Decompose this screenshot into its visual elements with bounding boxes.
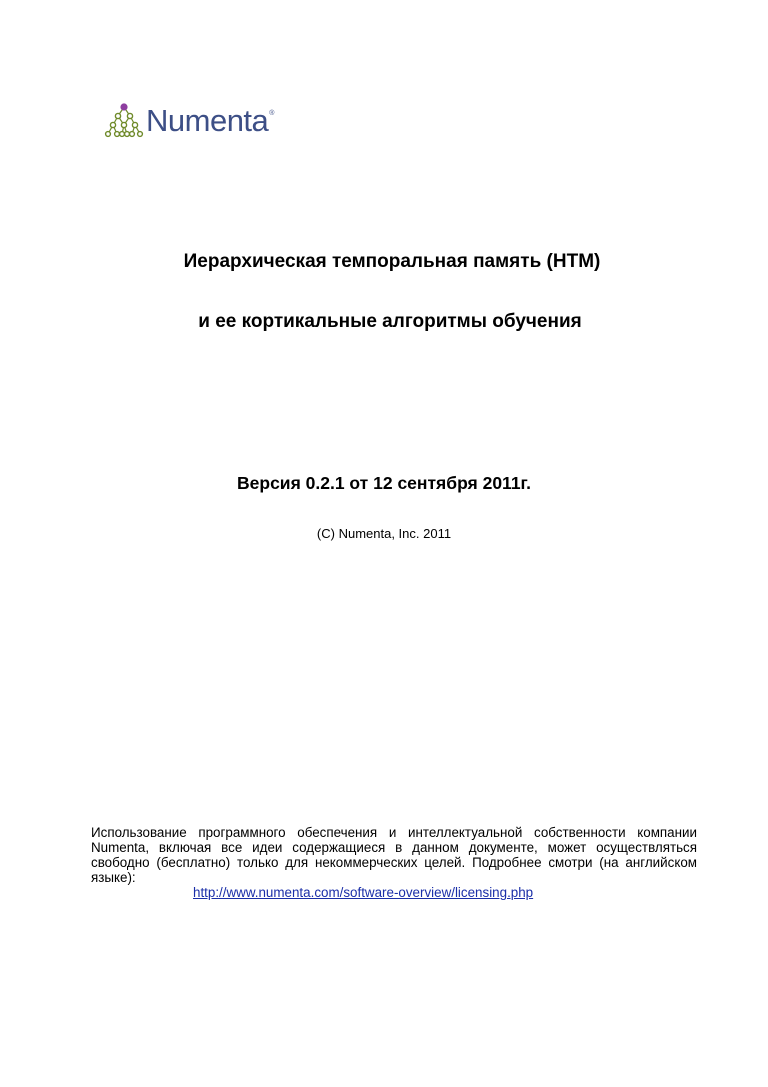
copyright-line: (C) Numenta, Inc. 2011: [316, 526, 452, 541]
document-title-line2: и ее кортикальные алгоритмы обучения: [198, 311, 582, 332]
version-line: Версия 0.2.1 от 12 сентября 2011г.: [237, 473, 531, 493]
numenta-logo: [104, 100, 274, 140]
numenta-hierarchy-logo-icon: [104, 102, 144, 138]
licensing-link[interactable]: http://www.numenta.com/software-overview/licensing.php: [193, 885, 534, 900]
logo-wordmark: Numenta: [146, 102, 269, 138]
license-paragraph: Использование программного обеспечения и интеллектуальной собственности компании Numenta, включая все идеи содержащиеся в данном документе, может осуществляться свободно (бесплатно) только для некоммерческих целей. Подробнее смотри (на английском языке):: [91, 825, 697, 885]
document-title-line1: Иерархическая темпоральная память (HTM): [183, 251, 601, 272]
trademark-mark: ®: [269, 110, 275, 117]
